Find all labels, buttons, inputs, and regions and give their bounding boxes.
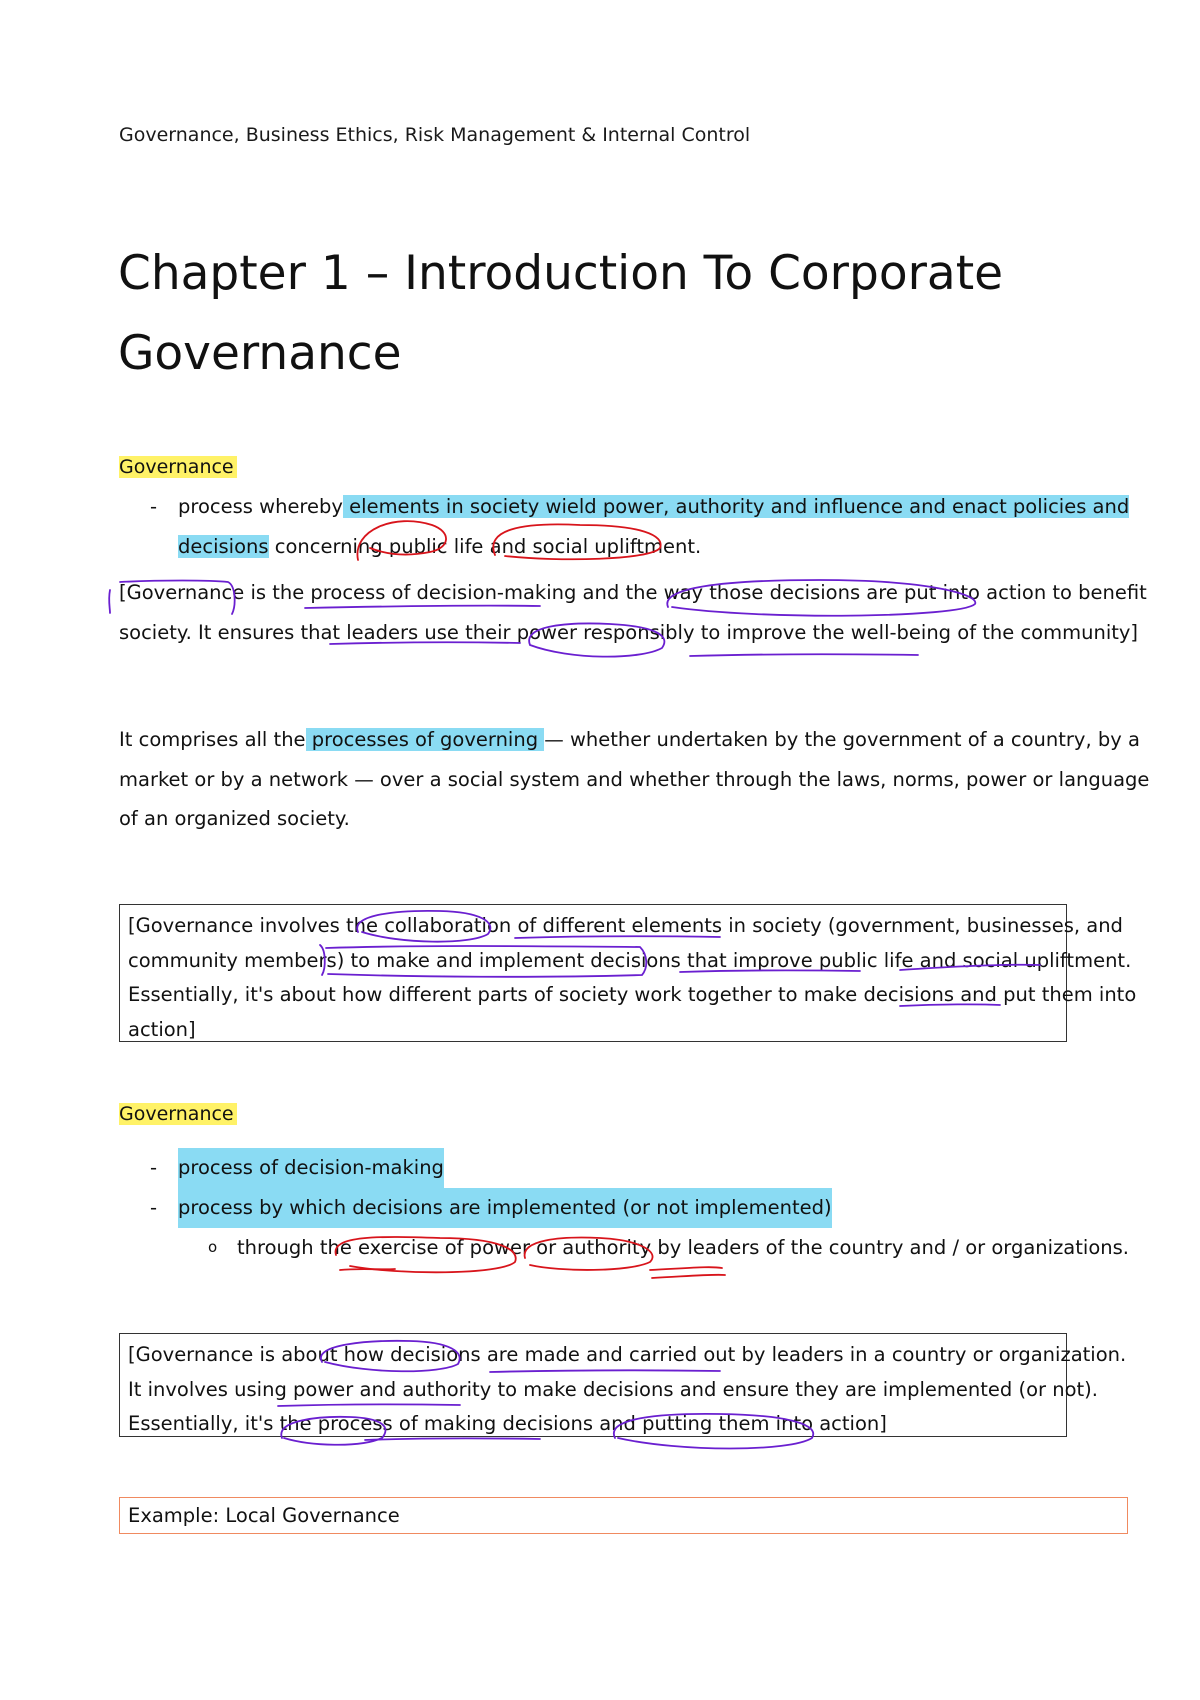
governance-note <box>119 573 1147 652</box>
bullet-dash: - <box>150 1196 158 1219</box>
red-underline-leaders-2 <box>652 1275 725 1278</box>
bullet-decision-making <box>0 1148 1200 1188</box>
blue-highlight: process of decision-making <box>178 1148 444 1188</box>
box-line-2: community members) to make and implement decisions that improve public life and social upliftment. <box>128 948 1132 972</box>
box-line-3: Essentially, it's about how different parts of society work together to make decisions and put them into <box>128 983 1137 1006</box>
box-line-1: [Governance is about how decisions are made and carried out by leaders in a country or organization. <box>128 1343 1127 1366</box>
box-line-1: [Governance involves the collaboration of different elements in society (government, businesses, and <box>128 914 1123 937</box>
note-line-2: society. It ensures that leaders use their power responsibly to improve the well-being of the community] <box>119 620 1139 644</box>
blue-highlight: decisions <box>178 534 269 558</box>
example-box <box>119 1497 1128 1534</box>
sub-bullet-exercise-of-power <box>0 1228 1200 1268</box>
note-line-1: [Governance is the process of decision-making and the way those decisions are put into action to benefit <box>119 581 1147 604</box>
blue-highlight: processes of governing <box>305 728 545 751</box>
definition-bullet <box>0 487 1200 567</box>
definition-bullet-text <box>178 487 1130 566</box>
purple-bracket-governance <box>109 590 110 613</box>
bullet-implemented <box>0 1188 1200 1228</box>
chapter-title <box>118 234 1068 394</box>
blue-highlight: process by which decisions are implemented (or not implemented) <box>178 1188 832 1228</box>
comprises-paragraph <box>119 720 1150 839</box>
blue-highlight: elements in society wield power, authority and influence and enact policies and <box>342 495 1130 518</box>
definition-line-2: decisions concerning public life and social upliftment. <box>178 534 702 558</box>
red-underline-exercise <box>340 1269 395 1270</box>
sub-bullet-text: through the exercise of power or authority by leaders of the country and / or organizations. <box>237 1236 1129 1259</box>
paragraph-line-2: market or by a network — over a social system and whether through the laws, norms, power or language <box>119 767 1150 791</box>
box-line-2: It involves using power and authority to make decisions and ensure they are implemented (or not). <box>128 1377 1098 1401</box>
bullet-dash: - <box>150 1156 158 1179</box>
box-line-3: Essentially, it's the process of making decisions and putting them into action] <box>128 1412 887 1435</box>
definition-line-1: process whereby elements in society wield power, authority and influence and enact policies and <box>178 495 1130 518</box>
purple-underline-improve <box>690 654 918 656</box>
sub-bullet-marker: o <box>208 1238 218 1256</box>
paragraph-line-3: of an organized society. <box>119 807 350 830</box>
running-header: Governance, Business Ethics, Risk Management & Internal Control <box>119 124 751 146</box>
summary-box-collaboration <box>119 904 1137 1042</box>
paragraph-line-1: It comprises all the processes of governing — whether undertaken by the government of a country, by a <box>119 728 1140 751</box>
box-line-4: action] <box>128 1017 196 1041</box>
chapter-title-line-1: Chapter 1 – Introduction To Corporate <box>118 246 1004 301</box>
example-label: Example: Local Governance <box>128 1504 400 1527</box>
yellow-highlight: Governance <box>119 1103 237 1125</box>
bullet-dash: - <box>150 495 158 518</box>
section-heading-governance <box>119 456 237 478</box>
chapter-title-line-2: Governance <box>118 326 402 381</box>
summary-box-decisions <box>119 1333 1127 1437</box>
yellow-highlight: Governance <box>119 456 237 478</box>
section-heading-governance-2 <box>119 1103 237 1125</box>
